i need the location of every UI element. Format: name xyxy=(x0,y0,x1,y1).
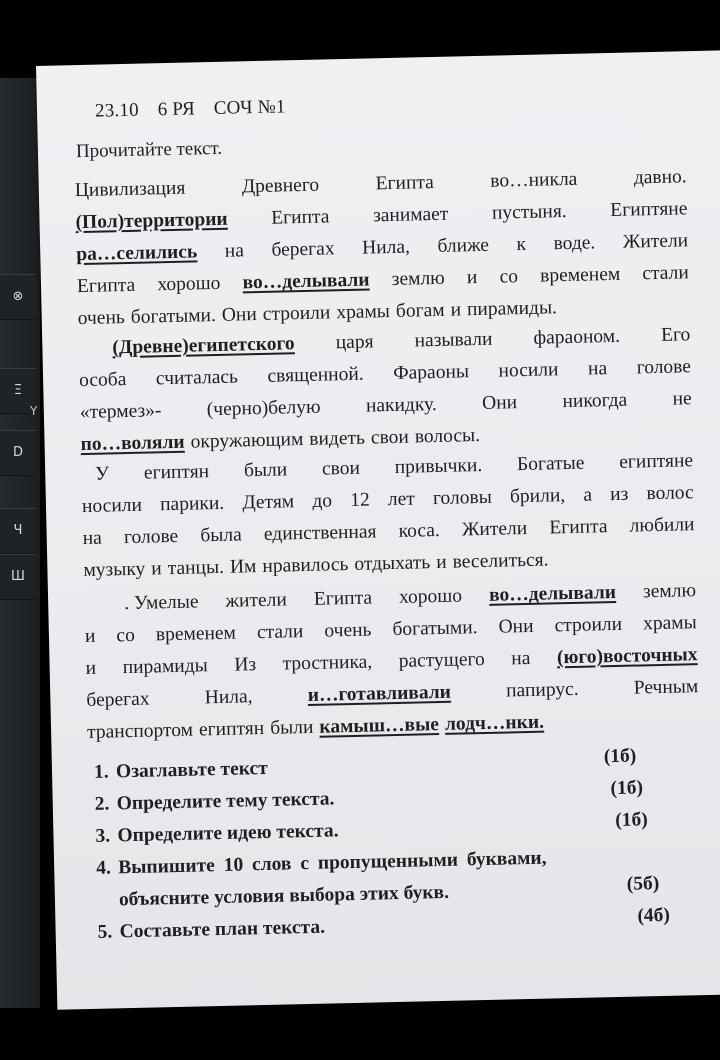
word: Из xyxy=(234,654,257,676)
word: пирамиды. xyxy=(466,297,558,321)
word: лет xyxy=(387,488,416,511)
word: веселиться. xyxy=(452,549,549,573)
word: временем xyxy=(155,622,237,646)
word: Нила, xyxy=(361,236,411,259)
word: нравилось xyxy=(262,554,349,577)
word: очень xyxy=(324,619,372,642)
word: голове xyxy=(123,525,179,549)
word: называли xyxy=(414,328,493,352)
word: Они xyxy=(221,304,258,326)
task-points: (1б) xyxy=(615,809,648,832)
word: Богатые xyxy=(516,452,585,476)
highlighted-word: во…делывали xyxy=(488,581,617,606)
worksheet-header xyxy=(95,96,300,123)
word: не xyxy=(672,388,692,410)
highlighted-word: (Древне)египетского xyxy=(112,333,295,359)
word: пустыня. xyxy=(491,201,567,224)
task-points: (5б) xyxy=(626,873,660,895)
word: привычки. xyxy=(394,454,483,478)
word: и xyxy=(151,558,162,580)
word: хорошо xyxy=(398,585,463,608)
word: берегах xyxy=(271,238,335,261)
word: носили xyxy=(498,359,559,382)
word: коса. xyxy=(398,519,441,542)
word: землю xyxy=(642,580,697,603)
word: любили xyxy=(629,514,695,537)
text-paragraph xyxy=(81,445,696,587)
word: накидку. xyxy=(365,393,437,417)
word: на xyxy=(511,647,531,670)
keyboard-key: Ш xyxy=(0,554,36,600)
word: (черно)белую xyxy=(206,396,321,421)
task-text: Озаглавьте текст xyxy=(115,757,268,783)
highlighted-word: (юго)восточных xyxy=(556,644,698,669)
keyboard-letter: Y xyxy=(30,404,38,418)
highlighted-word: по…воляли xyxy=(80,431,185,456)
highlighted-word: во…делывали xyxy=(242,269,370,294)
word: из xyxy=(609,483,629,506)
task-list xyxy=(94,743,698,949)
task-number: 1. xyxy=(93,761,109,783)
word: «термез»- xyxy=(79,400,162,424)
word: стали xyxy=(256,621,304,644)
word: голове xyxy=(636,356,692,379)
word: Они xyxy=(498,615,534,638)
word: давно. xyxy=(633,166,687,189)
keyboard-key: Ч xyxy=(0,508,36,554)
word: Египта xyxy=(313,587,373,610)
laptop-keyboard-edge xyxy=(0,78,40,1008)
word: берегах xyxy=(86,688,150,712)
highlighted-word: и…готавливали xyxy=(307,681,452,706)
word: . Умелые xyxy=(123,591,199,615)
word: танцы. xyxy=(167,556,225,580)
word: папирус. xyxy=(505,678,579,702)
word: и xyxy=(466,267,478,289)
word: богатыми. xyxy=(392,617,478,641)
word: и xyxy=(84,625,96,648)
word: ближе xyxy=(437,234,490,257)
word: Они xyxy=(481,392,518,414)
word: священной. xyxy=(267,363,364,387)
word: Египта xyxy=(549,516,608,539)
task-number: 2. xyxy=(94,793,110,815)
word: брили, xyxy=(509,485,566,508)
task-number: 5. xyxy=(97,921,113,943)
word: фараоном. xyxy=(533,325,621,349)
word: Египта xyxy=(375,172,435,195)
word: видеть xyxy=(309,427,366,450)
text-paragraph xyxy=(74,161,689,335)
word: Жители xyxy=(461,517,528,541)
word: египтян xyxy=(143,461,210,484)
word: жители xyxy=(225,589,288,612)
word: У xyxy=(95,463,110,485)
task-points: (4б) xyxy=(637,904,671,927)
word: Древнего xyxy=(241,174,320,198)
keyboard-key: ⊗ xyxy=(0,274,36,320)
task-text: Выпишите 10 слов с пропущенными буквами, xyxy=(117,847,547,879)
word: Египтяне xyxy=(610,198,688,222)
word: окружающим xyxy=(190,429,304,453)
word: свои xyxy=(370,426,410,449)
word: до xyxy=(312,490,333,512)
worksheet-paper xyxy=(36,50,720,1009)
word: Цивилизация xyxy=(74,177,186,202)
highlighted-word: камыш…вые xyxy=(319,714,440,738)
word: храмы xyxy=(336,301,391,324)
word: воде. xyxy=(553,232,596,255)
header-class: 6 РЯ xyxy=(157,98,196,121)
word: были xyxy=(269,716,314,739)
task-text: Определите тему текста. xyxy=(116,788,335,815)
word: землю xyxy=(391,267,445,290)
task-text: Составьте план текста. xyxy=(119,916,326,943)
word: волосы. xyxy=(414,425,481,448)
header-date: 23.10 xyxy=(94,99,140,122)
header-work: СОЧ №1 xyxy=(213,96,286,119)
word: на xyxy=(587,358,608,380)
highlighted-word: лодч…нки. xyxy=(444,711,545,735)
word: Жители xyxy=(622,230,689,253)
task-text: объясните условия выбора этих букв. xyxy=(118,881,450,911)
instruction-text: Прочитайте текст. xyxy=(75,137,223,163)
word: растущего xyxy=(398,648,485,672)
text-paragraph xyxy=(78,319,693,461)
word: волос xyxy=(646,482,694,505)
word: транспортом xyxy=(86,719,194,744)
highlighted-word: (Пол)территории xyxy=(75,208,228,234)
word: египтян xyxy=(198,717,265,741)
word: свои xyxy=(321,457,361,480)
word: отдыхать xyxy=(354,552,431,575)
word: Фараоны xyxy=(393,361,470,384)
word: богатыми. xyxy=(130,304,217,328)
word: египтяне xyxy=(619,450,694,473)
word: считалась xyxy=(155,366,239,390)
word: парики. xyxy=(159,492,225,516)
word: храмы xyxy=(642,612,697,635)
word: были xyxy=(243,459,288,482)
word: к xyxy=(516,233,527,256)
word: Речным xyxy=(633,676,699,699)
keyboard-key: Ξ xyxy=(0,368,36,414)
word: была xyxy=(200,524,242,547)
word: богам xyxy=(395,299,445,322)
word: очень xyxy=(77,307,126,330)
word: на xyxy=(224,240,245,262)
word: пирамиды xyxy=(122,655,208,679)
word: на xyxy=(82,527,103,550)
word: временем xyxy=(539,263,621,287)
task-number: 4. xyxy=(95,857,112,879)
task-text: Определите идею текста. xyxy=(117,820,339,847)
word: а xyxy=(583,484,593,506)
word: стали xyxy=(642,262,690,285)
task-points: (1б) xyxy=(603,745,637,768)
word: головы xyxy=(432,486,493,510)
word: хорошо xyxy=(157,272,221,296)
word: во…никла xyxy=(490,168,578,192)
task-points: (1б) xyxy=(610,777,644,800)
word: тростника, xyxy=(282,651,373,675)
word: особа xyxy=(78,369,127,392)
word: занимает xyxy=(372,203,449,227)
highlighted-word: ра…селились xyxy=(76,241,198,266)
word: царя xyxy=(335,331,374,354)
word: 12 xyxy=(349,489,370,511)
word: и xyxy=(450,299,462,321)
word: со xyxy=(499,266,519,288)
word: со xyxy=(116,624,136,647)
word: строили xyxy=(262,302,331,325)
word: строили xyxy=(554,613,623,637)
word: Египта xyxy=(76,274,136,298)
word: и xyxy=(85,657,97,680)
word: Египта xyxy=(271,206,330,229)
text-paragraph xyxy=(84,575,699,749)
word: Им xyxy=(229,556,257,578)
keyboard-key: D xyxy=(0,430,36,476)
word: музыку xyxy=(83,558,146,582)
word: носили xyxy=(81,494,143,518)
word: Детям xyxy=(242,491,295,514)
word: Нила, xyxy=(204,686,253,709)
task-number: 3. xyxy=(95,825,111,847)
word: Его xyxy=(660,324,691,346)
word: единственная xyxy=(263,521,377,545)
word: и xyxy=(435,551,447,574)
word: никогда xyxy=(562,389,628,413)
